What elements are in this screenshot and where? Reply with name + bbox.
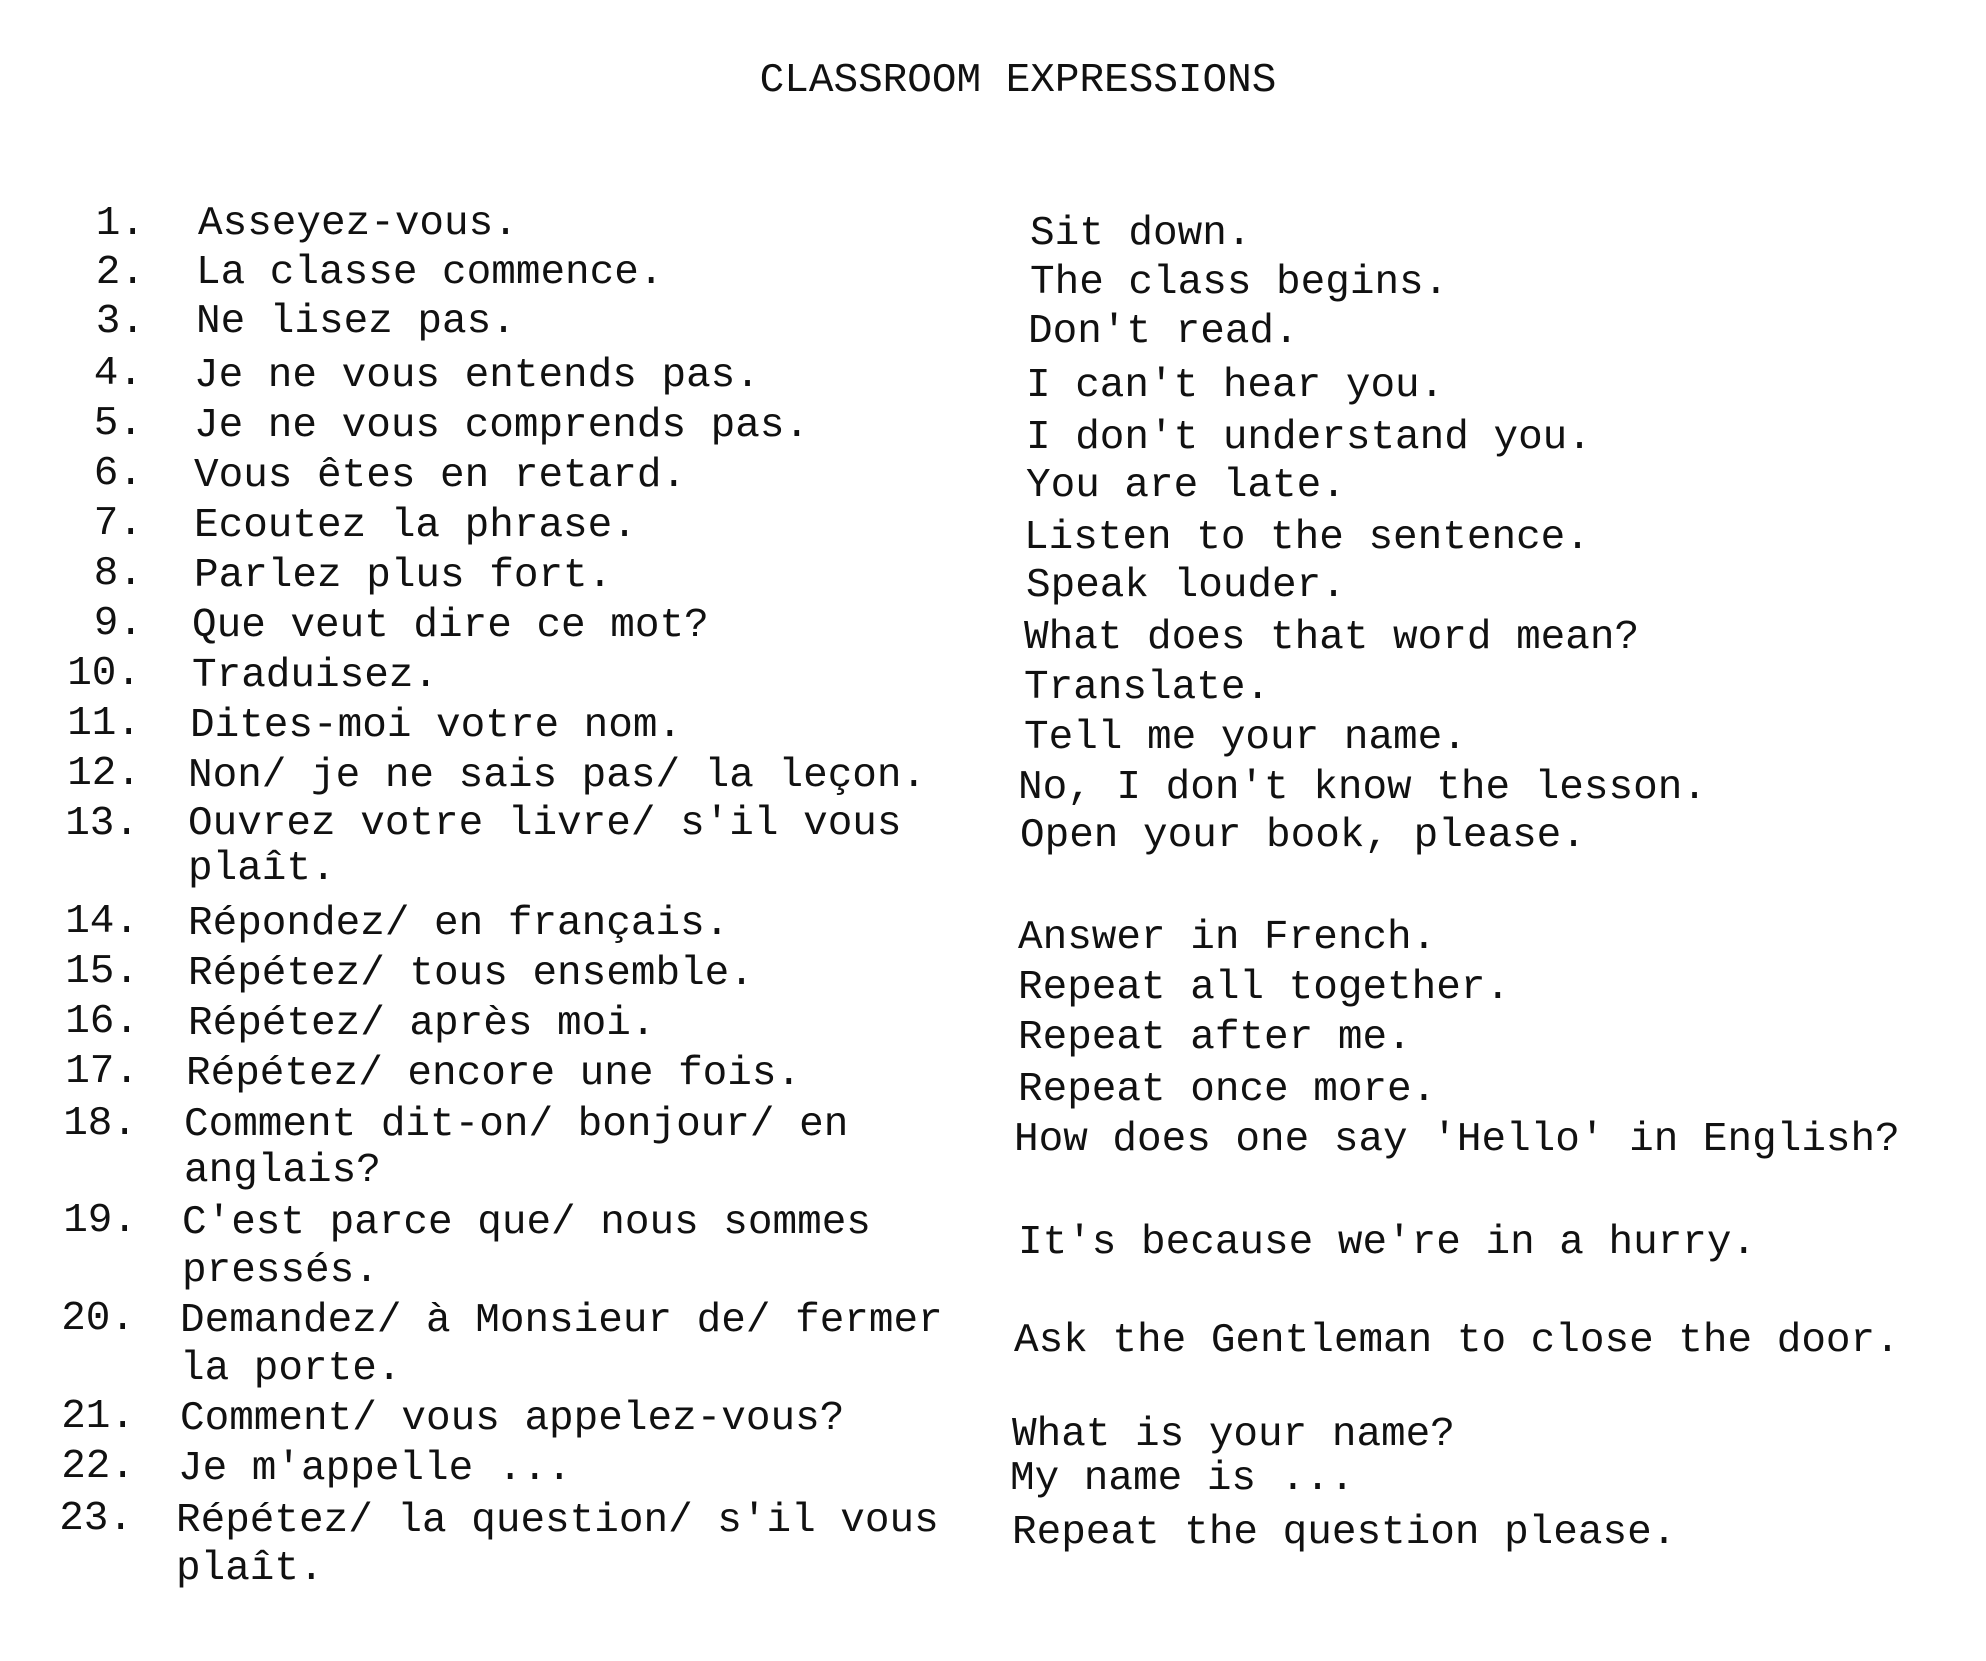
french-expression: C'est parce que/ nous sommes pressés. xyxy=(182,1200,871,1294)
english-translation: I don't understand you. xyxy=(1026,415,1592,461)
english-translation: Repeat the question please. xyxy=(1012,1510,1677,1556)
expression-row xyxy=(0,450,1986,509)
expression-number: 10. xyxy=(67,651,141,697)
expression-row xyxy=(0,750,1986,811)
french-expression: Répétez/ après moi. xyxy=(188,1001,656,1047)
expression-number: 18. xyxy=(63,1101,137,1147)
french-expression: Comment/ vous appelez-vous? xyxy=(180,1396,845,1442)
english-translation: Open your book, please. xyxy=(1020,813,1586,859)
french-expression: Je ne vous comprends pas. xyxy=(194,403,810,449)
expression-row xyxy=(0,1295,1986,1392)
french-expression: Je ne vous entends pas. xyxy=(194,353,760,399)
expression-row xyxy=(0,1443,1986,1502)
expression-number: 12. xyxy=(67,751,141,797)
french-expression: Asseyez-vous. xyxy=(198,201,518,247)
french-expression: Répétez/ encore une fois. xyxy=(186,1051,802,1097)
english-translation: Speak louder. xyxy=(1026,563,1346,609)
french-expression: Ne lisez pas. xyxy=(196,299,516,345)
english-translation: What is your name? xyxy=(1012,1412,1455,1458)
expression-row xyxy=(0,650,1986,711)
expression-number: 13. xyxy=(65,801,139,847)
french-expression: Parlez plus fort. xyxy=(194,553,613,599)
french-expression: Ecoutez la phrase. xyxy=(194,503,637,549)
expression-number: 19. xyxy=(63,1198,137,1244)
expression-number: 15. xyxy=(65,949,139,995)
english-translation: Repeat after me. xyxy=(1018,1015,1412,1061)
expression-row xyxy=(0,700,1986,761)
expression-row xyxy=(0,998,1986,1061)
expression-row xyxy=(0,1495,1986,1592)
expression-row xyxy=(0,600,1986,661)
french-expression: Répétez/ la question/ s'il vous plaît. xyxy=(176,1498,939,1592)
expression-number: 22. xyxy=(61,1444,135,1490)
expression-number: 21. xyxy=(61,1394,135,1440)
expression-row xyxy=(0,800,1986,892)
french-expression: Répondez/ en français. xyxy=(188,901,730,947)
expression-number: 7. xyxy=(93,501,143,547)
french-expression: Traduisez. xyxy=(192,653,439,699)
english-translation: What does that word mean? xyxy=(1024,615,1640,661)
expression-number: 3. xyxy=(95,299,145,345)
expression-number: 9. xyxy=(93,601,143,647)
expression-row xyxy=(0,1393,1986,1458)
expression-number: 6. xyxy=(93,451,143,497)
expression-number: 8. xyxy=(93,551,143,597)
english-translation: How does one say 'Hello' in English? xyxy=(1014,1117,1900,1163)
french-expression: Vous êtes en retard. xyxy=(194,453,687,499)
french-expression: La classe commence. xyxy=(196,250,664,296)
english-translation: Listen to the sentence. xyxy=(1024,515,1590,561)
expression-number: 4. xyxy=(93,351,143,397)
expression-row xyxy=(0,298,1986,355)
french-expression: Répétez/ tous ensemble. xyxy=(188,951,754,997)
english-translation: My name is ... xyxy=(1010,1456,1355,1502)
expression-number: 14. xyxy=(65,899,139,945)
english-translation: Sit down. xyxy=(1030,211,1252,257)
expression-row xyxy=(0,1048,1986,1113)
expression-number: 5. xyxy=(93,401,143,447)
french-expression: Demandez/ à Monsieur de/ fermer la porte. xyxy=(180,1298,943,1392)
english-translation: Ask the Gentleman to close the door. xyxy=(1014,1318,1900,1364)
expression-row xyxy=(0,1100,1986,1194)
expression-number: 16. xyxy=(65,999,139,1045)
expression-number: 23. xyxy=(59,1496,133,1542)
french-expression: Que veut dire ce mot? xyxy=(192,603,709,649)
french-expression: Dites-moi votre nom. xyxy=(190,703,683,749)
english-translation: Repeat all together. xyxy=(1018,965,1511,1011)
expression-row xyxy=(0,400,1986,461)
expression-number: 2. xyxy=(95,250,145,296)
english-translation: No, I don't know the lesson. xyxy=(1018,765,1707,811)
english-translation: Don't read. xyxy=(1028,309,1299,355)
expression-number: 1. xyxy=(95,201,145,247)
english-translation: The class begins. xyxy=(1030,260,1449,306)
expression-number: 20. xyxy=(61,1296,135,1342)
expression-row xyxy=(0,350,1986,409)
expression-number: 17. xyxy=(65,1049,139,1095)
french-expression: Comment dit-on/ bonjour/ en anglais? xyxy=(184,1102,849,1194)
expression-row xyxy=(0,898,1986,961)
english-translation: Translate. xyxy=(1024,665,1271,711)
french-expression: Non/ je ne sais pas/ la leçon. xyxy=(188,753,927,799)
expression-row xyxy=(0,550,1986,609)
english-translation: It's because we're in a hurry. xyxy=(1018,1220,1757,1266)
english-translation: You are late. xyxy=(1026,463,1346,509)
french-expression: Je m'appelle ... xyxy=(178,1446,572,1492)
expression-row xyxy=(0,200,1986,257)
expression-number: 11. xyxy=(67,701,141,747)
expression-row xyxy=(0,1197,1986,1294)
expression-row xyxy=(0,948,1986,1011)
expression-row xyxy=(0,249,1986,306)
english-translation: Answer in French. xyxy=(1018,915,1437,961)
document-title: CLASSROOM EXPRESSIONS xyxy=(759,58,1277,104)
english-translation: Tell me your name. xyxy=(1024,715,1467,761)
english-translation: I can't hear you. xyxy=(1026,363,1445,409)
expression-row xyxy=(0,500,1986,561)
english-translation: Repeat once more. xyxy=(1018,1067,1437,1113)
french-expression: Ouvrez votre livre/ s'il vous plaît. xyxy=(188,801,902,892)
